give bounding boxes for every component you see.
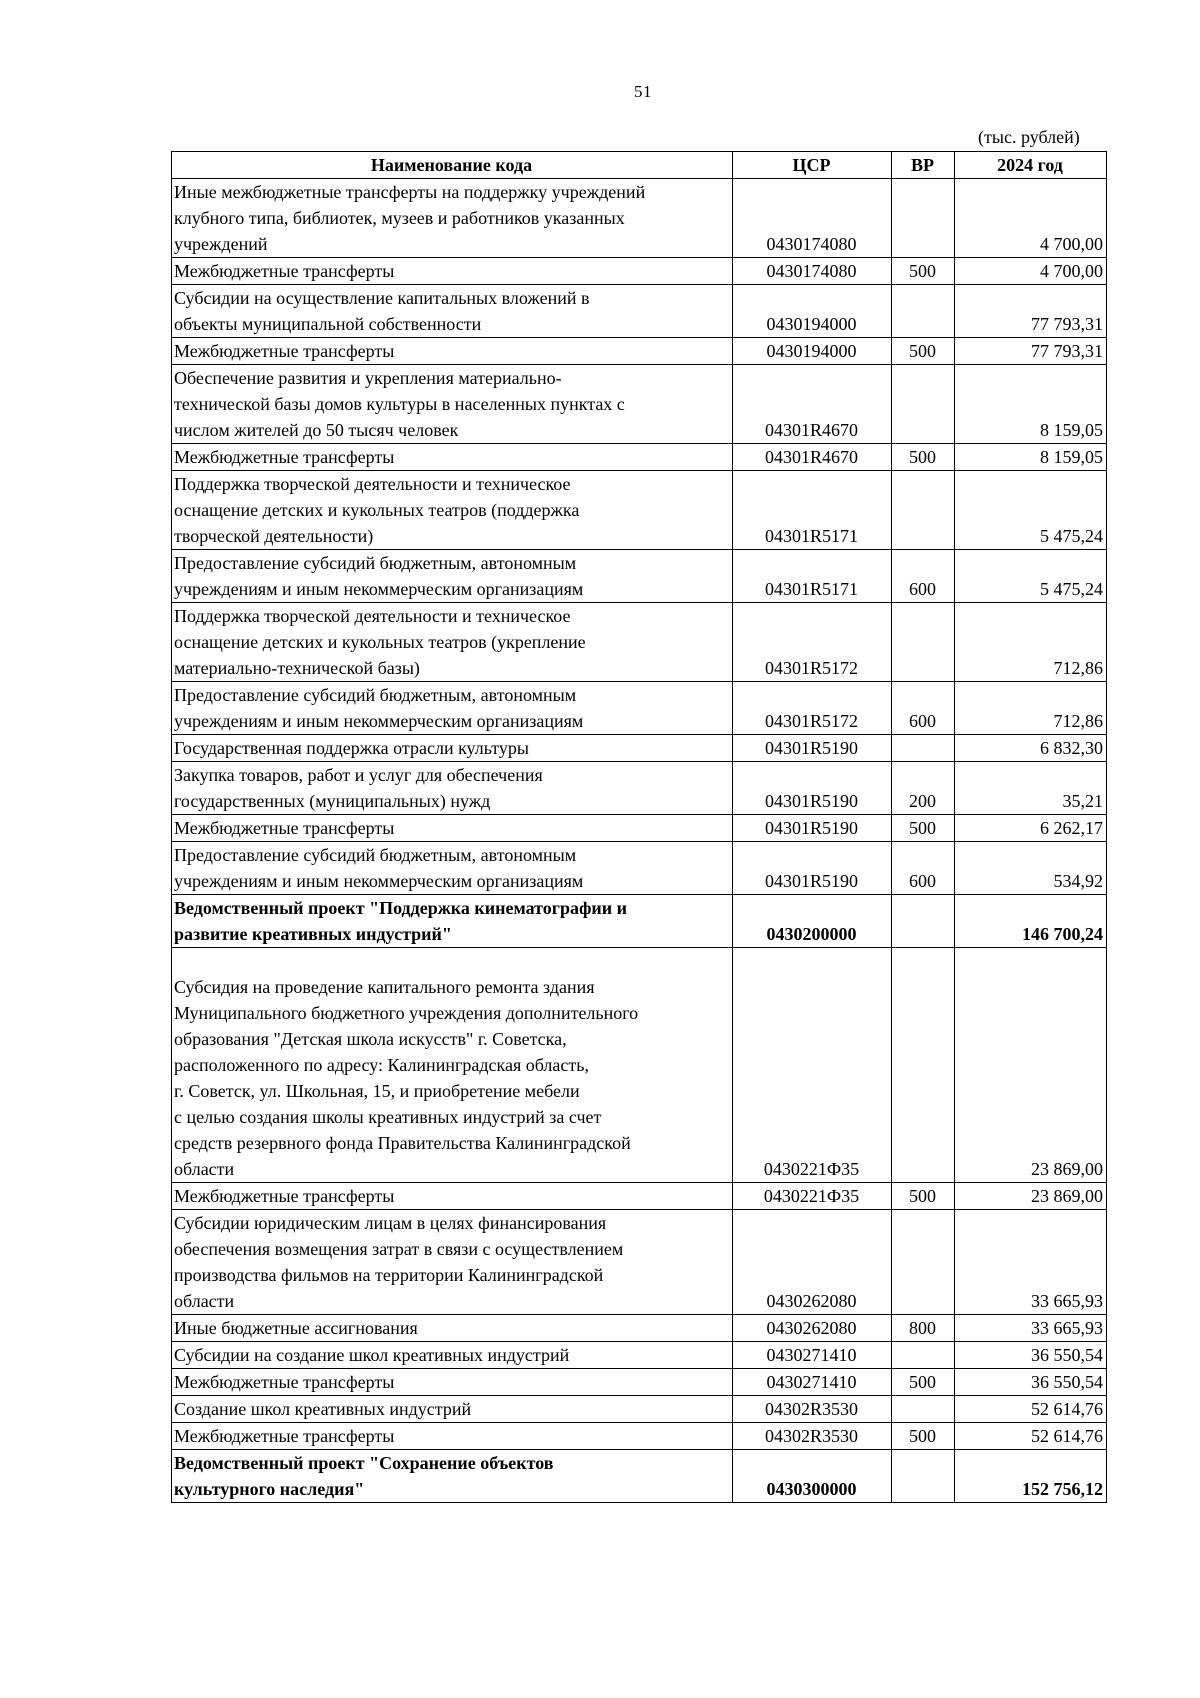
cell-sum: 52 614,76: [955, 1423, 1107, 1450]
table-row: [172, 815, 1107, 842]
page-number: 51: [634, 82, 652, 101]
cell-csr: 0430262080: [733, 1315, 892, 1342]
cell-sum: 146 700,24: [955, 895, 1107, 948]
cell-sum: 52 614,76: [955, 1396, 1107, 1423]
cell-name-text: Межбюджетные трансферты: [174, 818, 395, 838]
cell-sum: 152 756,12: [955, 1450, 1107, 1503]
cell-csr: 0430194000: [733, 338, 892, 365]
cell-vr: [892, 1210, 955, 1315]
cell-name: [172, 1369, 733, 1396]
cell-name: [172, 948, 733, 1183]
cell-sum: 36 550,54: [955, 1369, 1107, 1396]
cell-vr: [892, 179, 955, 258]
cell-sum: 77 793,31: [955, 285, 1107, 338]
cell-name: [172, 1423, 733, 1450]
cell-name-text: Межбюджетные трансферты: [174, 341, 395, 361]
cell-name: [172, 895, 733, 948]
cell-vr: [892, 285, 955, 338]
cell-csr: 04302R3530: [733, 1423, 892, 1450]
cell-name: [172, 842, 733, 895]
cell-csr: 0430221Ф35: [733, 948, 892, 1183]
cell-name: [172, 179, 733, 258]
cell-csr: 04301R5190: [733, 815, 892, 842]
cell-vr: 500: [892, 258, 955, 285]
cell-sum: 23 869,00: [955, 1183, 1107, 1210]
cell-name-text: Ведомственный проект "Поддержка кинематографии и развитие креативных индустрий": [174, 898, 628, 944]
cell-vr: [892, 948, 955, 1183]
cell-csr: 04301R5171: [733, 550, 892, 603]
cell-name: [172, 1450, 733, 1503]
cell-sum: 33 665,93: [955, 1315, 1107, 1342]
cell-csr: 0430221Ф35: [733, 1183, 892, 1210]
table-row: [172, 842, 1107, 895]
cell-vr: 500: [892, 1369, 955, 1396]
cell-sum: 4 700,00: [955, 179, 1107, 258]
cell-vr: [892, 603, 955, 682]
table-row: [172, 1369, 1107, 1396]
cell-vr: 500: [892, 444, 955, 471]
cell-name-text: Государственная поддержка отрасли культуры: [174, 738, 529, 758]
cell-vr: 600: [892, 682, 955, 735]
header-vr: ВР: [892, 152, 955, 179]
cell-sum: 35,21: [955, 762, 1107, 815]
table-row: [172, 1342, 1107, 1369]
table-row: [172, 285, 1107, 338]
cell-name: [172, 471, 733, 550]
cell-sum: 33 665,93: [955, 1210, 1107, 1315]
table-row: [172, 179, 1107, 258]
cell-vr: 500: [892, 1423, 955, 1450]
cell-csr: 0430174080: [733, 258, 892, 285]
cell-csr: 0430174080: [733, 179, 892, 258]
cell-name-text: Обеспечение развития и укрепления материально- технической базы домов культуры в населенных пунктах с числом жителей до 50 тысяч человек: [174, 368, 625, 440]
cell-vr: 500: [892, 815, 955, 842]
cell-name-text: Межбюджетные трансферты: [174, 1426, 395, 1446]
cell-sum: 8 159,05: [955, 365, 1107, 444]
table-row: [172, 1210, 1107, 1315]
cell-vr: [892, 1450, 955, 1503]
cell-vr: 600: [892, 550, 955, 603]
cell-sum: 6 262,17: [955, 815, 1107, 842]
cell-name: [172, 1183, 733, 1210]
table-row: [172, 550, 1107, 603]
cell-csr: 0430300000: [733, 1450, 892, 1503]
cell-name: [172, 550, 733, 603]
cell-vr: [892, 895, 955, 948]
cell-csr: 0430271410: [733, 1369, 892, 1396]
cell-csr: 04301R5190: [733, 735, 892, 762]
cell-name: [172, 603, 733, 682]
cell-csr: 04301R5171: [733, 471, 892, 550]
cell-vr: 600: [892, 842, 955, 895]
cell-vr: 500: [892, 1183, 955, 1210]
cell-name: [172, 735, 733, 762]
table-row: [172, 471, 1107, 550]
cell-csr: 04301R5190: [733, 842, 892, 895]
cell-csr: 0430200000: [733, 895, 892, 948]
cell-csr: 04301R4670: [733, 444, 892, 471]
budget-table: [171, 151, 1107, 1503]
cell-csr: 04302R3530: [733, 1396, 892, 1423]
table-row: [172, 1396, 1107, 1423]
table-row: [172, 762, 1107, 815]
header-name: Наименование кода: [172, 152, 733, 179]
cell-sum: 712,86: [955, 603, 1107, 682]
cell-name: [172, 285, 733, 338]
cell-sum: 6 832,30: [955, 735, 1107, 762]
cell-name-text: Поддержка творческой деятельности и техническое оснащение детских и кукольных театров (поддержка творческой деятельности): [174, 474, 580, 546]
table-row: [172, 338, 1107, 365]
cell-sum: 77 793,31: [955, 338, 1107, 365]
cell-name-text: Субсидии юридическим лицам в целях финансирования обеспечения возмещения затрат в связи с осуществлением производства фильмов на территории Калининградской области: [174, 1213, 624, 1311]
cell-name: [172, 1315, 733, 1342]
table-row: [172, 1183, 1107, 1210]
cell-sum: 5 475,24: [955, 471, 1107, 550]
cell-vr: [892, 471, 955, 550]
cell-name: [172, 682, 733, 735]
cell-name-text: Закупка товаров, работ и услуг для обеспечения государственных (муниципальных) нужд: [174, 765, 543, 811]
cell-name-text: Межбюджетные трансферты: [174, 1372, 395, 1392]
cell-vr: [892, 1342, 955, 1369]
cell-sum: 23 869,00: [955, 948, 1107, 1183]
cell-name-text: Иные бюджетные ассигнования: [174, 1318, 418, 1338]
table-row: [172, 258, 1107, 285]
table-row: [172, 603, 1107, 682]
cell-name-text: Создание школ креативных индустрий: [174, 1399, 472, 1419]
cell-name-text: Предоставление субсидий бюджетным, автономным учреждениям и иным некоммерческим организациям: [174, 685, 584, 731]
cell-name-text: Субсидии на осуществление капитальных вложений в объекты муниципальной собственности: [174, 288, 590, 334]
cell-name-text: Иные межбюджетные трансферты на поддержку учреждений клубного типа, библиотек, музеев и работников указанных учреждений: [174, 182, 646, 254]
cell-csr: 0430262080: [733, 1210, 892, 1315]
table-body: [172, 179, 1107, 1503]
cell-name: [172, 365, 733, 444]
cell-sum: 36 550,54: [955, 1342, 1107, 1369]
cell-csr: 0430194000: [733, 285, 892, 338]
cell-name-text: Предоставление субсидий бюджетным, автономным учреждениям и иным некоммерческим организациям: [174, 553, 584, 599]
cell-csr: 0430271410: [733, 1342, 892, 1369]
cell-vr: 200: [892, 762, 955, 815]
table-row: [172, 895, 1107, 948]
cell-name-text: Субсидия на проведение капитального ремонта здания Муниципального бюджетного учреждения дополнительного образования "Детская школа искусств" г. Советска, расположенного по адресу: Калининградская область, г. Советск, ул. Школьная, 15, и приобретение мебели с целью создания школы креативных индустрий за счет средств резервного фонда Правительства Калининградской области: [174, 977, 639, 1179]
cell-sum: 712,86: [955, 682, 1107, 735]
cell-sum: 4 700,00: [955, 258, 1107, 285]
cell-name-text: Межбюджетные трансферты: [174, 261, 395, 281]
header-year: 2024 год: [955, 152, 1107, 179]
cell-sum: 8 159,05: [955, 444, 1107, 471]
table-row: [172, 1423, 1107, 1450]
cell-vr: [892, 1396, 955, 1423]
cell-name: [172, 1342, 733, 1369]
table-row: [172, 1450, 1107, 1503]
units-label: (тыс. рублей): [978, 127, 1080, 147]
cell-name-text: Ведомственный проект "Сохранение объектов культурного наследия": [174, 1453, 554, 1499]
cell-name: [172, 1396, 733, 1423]
cell-name-text: Поддержка творческой деятельности и техническое оснащение детских и кукольных театров (укрепление материально-технической базы): [174, 606, 586, 678]
table-row: [172, 1315, 1107, 1342]
header-csr: ЦСР: [733, 152, 892, 179]
cell-name: [172, 1210, 733, 1315]
cell-csr: 04301R5190: [733, 762, 892, 815]
cell-vr: [892, 735, 955, 762]
cell-name-text: Предоставление субсидий бюджетным, автономным учреждениям и иным некоммерческим организациям: [174, 845, 584, 891]
cell-name: [172, 444, 733, 471]
cell-csr: 04301R5172: [733, 682, 892, 735]
table-row: [172, 682, 1107, 735]
table-row: [172, 735, 1107, 762]
cell-vr: [892, 365, 955, 444]
cell-name: [172, 815, 733, 842]
cell-vr: 500: [892, 338, 955, 365]
cell-name: [172, 258, 733, 285]
table-row: [172, 365, 1107, 444]
cell-sum: 534,92: [955, 842, 1107, 895]
cell-vr: 800: [892, 1315, 955, 1342]
cell-csr: 04301R4670: [733, 365, 892, 444]
cell-csr: 04301R5172: [733, 603, 892, 682]
table-header-row: [172, 152, 1107, 179]
cell-name: [172, 762, 733, 815]
table-row: [172, 444, 1107, 471]
cell-name-text: Субсидии на создание школ креативных индустрий: [174, 1345, 570, 1365]
cell-name: [172, 338, 733, 365]
table-row: [172, 948, 1107, 1183]
cell-sum: 5 475,24: [955, 550, 1107, 603]
cell-name-text: Межбюджетные трансферты: [174, 447, 395, 467]
cell-name-text: Межбюджетные трансферты: [174, 1186, 395, 1206]
